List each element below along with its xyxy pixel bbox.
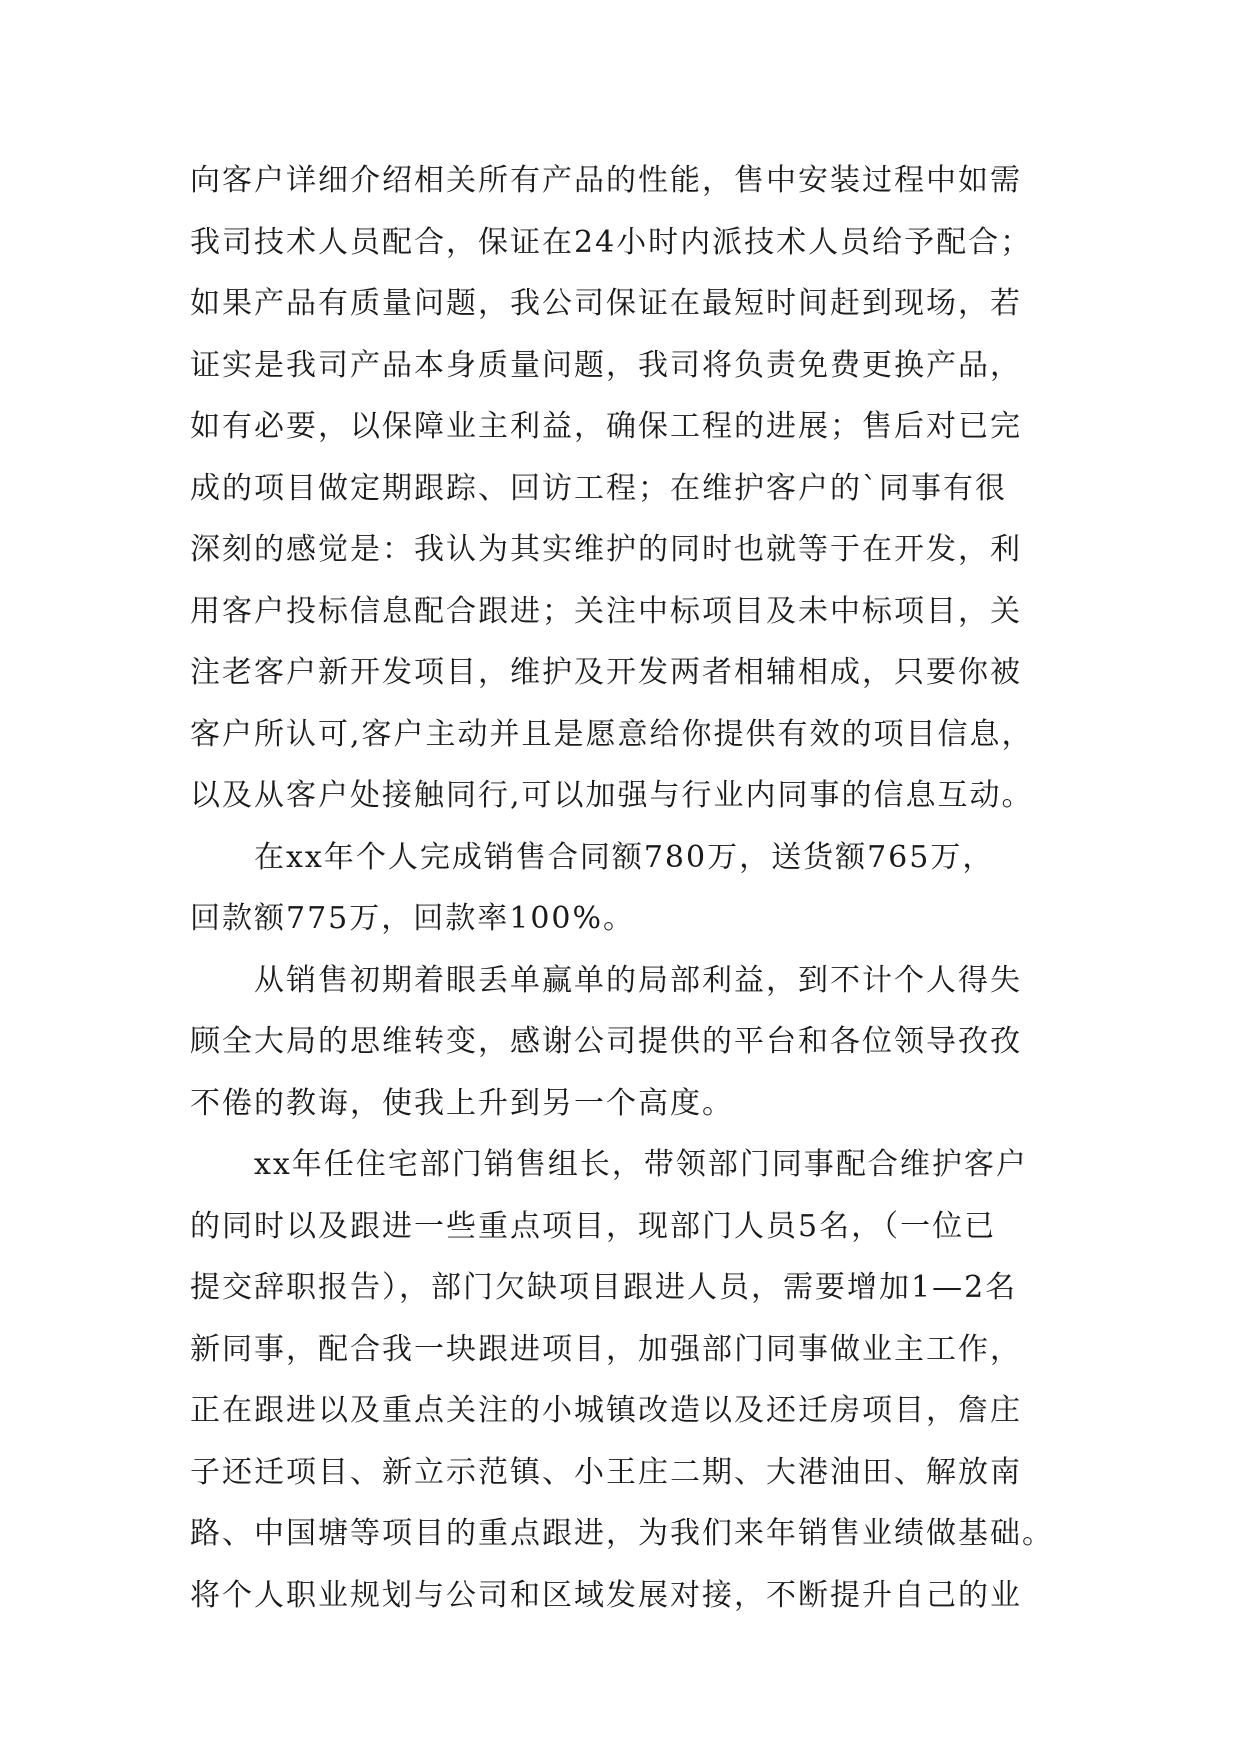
- text-line: 深刻的感觉是：我认为其实维护的同时也就等于在开发，利: [190, 532, 1022, 567]
- text-line: 的同时以及跟进一些重点项目，现部门人员5名，（一位已: [190, 1208, 997, 1244]
- text-line: 正在跟进以及重点关注的小城镇改造以及还迁房项目，詹庄: [190, 1393, 1022, 1428]
- document-body: [190, 150, 1055, 1626]
- paragraph-start-line: 在xx年个人完成销售合同额780万，送货额765万，: [254, 839, 995, 875]
- text-line: 以及从客户处接触同行,可以加强与行业内同事的信息互动。: [190, 778, 1034, 813]
- text-line: 向客户详细介绍相关所有产品的性能，售中安装过程中如需: [190, 163, 1022, 198]
- text-line: 子还迁项目、新立示范镇、小王庄二期、大港油田、解放南: [190, 1454, 1022, 1490]
- text-line: 路、中国塘等项目的重点跟进，为我们来年销售业绩做基础。: [190, 1516, 1054, 1551]
- text-line: 注老客户新开发项目，维护及开发两者相辅相成，只要你被: [190, 655, 1022, 690]
- text-line: 我司技术人员配合，保证在24小时内派技术人员给予配合；: [190, 224, 1033, 260]
- text-line: 用客户投标信息配合跟进；关注中标项目及未中标项目，关: [190, 593, 1022, 629]
- text-line: 回款额775万，回款率100%。: [190, 901, 636, 936]
- text-line: 不倦的教诲，使我上升到另一个高度。: [190, 1085, 734, 1121]
- text-line: 顾全大局的思维转变，感谢公司提供的平台和各位领导孜孜: [190, 1024, 1022, 1059]
- text-line: 如果产品有质量问题，我公司保证在最短时间赶到现场，若: [190, 286, 1022, 321]
- text-line: 客户所认可,客户主动并且是愿意给你提供有效的项目信息，: [190, 716, 1034, 752]
- text-line: 成的项目做定期跟踪、回访工程；在维护客户的`同事有很: [190, 470, 1007, 506]
- paragraph-start-line: xx年任住宅部门销售组长，带领部门同事配合维护客户: [254, 1147, 1028, 1182]
- text-line: 如有必要，以保障业主利益，确保工程的进展；售后对已完: [190, 409, 1022, 444]
- paragraph-start-line: 从销售初期着眼丢单赢单的局部利益，到不计个人得失: [254, 962, 1022, 998]
- text-line: 证实是我司产品本身质量问题，我司将负责免费更换产品，: [190, 347, 1022, 383]
- text-line: 新同事，配合我一块跟进项目，加强部门同事做业主工作，: [190, 1331, 1022, 1367]
- text-line: 提交辞职报告），部门欠缺项目跟进人员，需要增加1—2名: [190, 1270, 1018, 1305]
- text-line: 将个人职业规划与公司和区域发展对接，不断提升自己的业: [190, 1577, 1022, 1613]
